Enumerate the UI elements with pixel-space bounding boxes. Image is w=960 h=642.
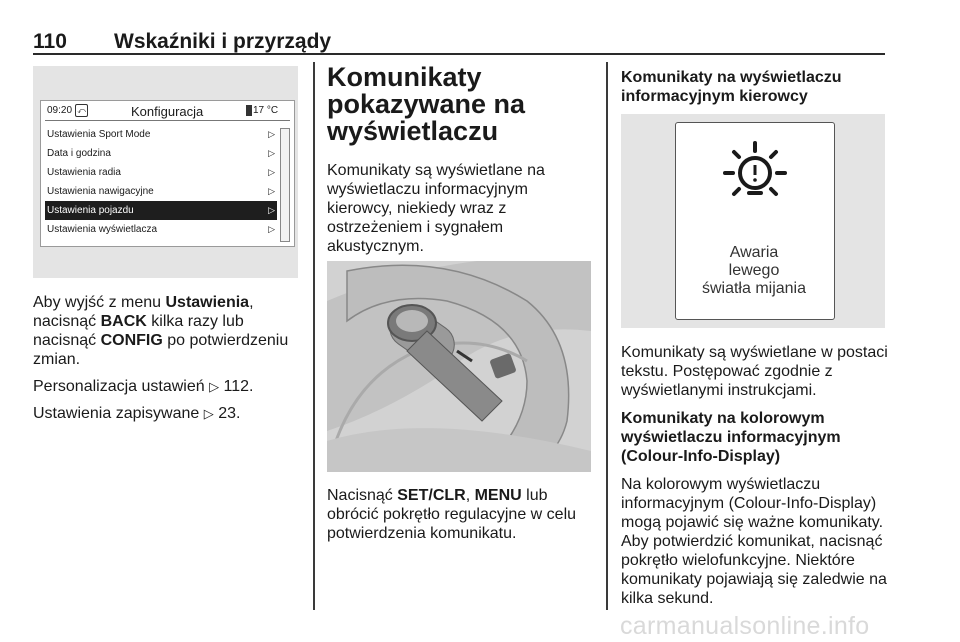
menu-item-selected[interactable]: [45, 201, 277, 220]
reference-arrow-icon: ▷: [209, 379, 220, 394]
menu-item-label: Ustawienia radia: [47, 167, 121, 178]
left-text: [33, 293, 303, 423]
chevron-right-icon: ▷: [268, 205, 275, 215]
screen-title: Konfiguracja: [131, 104, 204, 119]
menu-item-label: Ustawienia wyświetlacza: [47, 224, 158, 235]
header-rule: [33, 53, 885, 55]
screen-divider: [45, 120, 290, 121]
page-number: 110: [33, 30, 67, 53]
text-messages-paragraph: Komunikaty są wyświetlane w postaci tekstu. Postępować zgodnie z wyświetlanymi instrukcjami.: [621, 344, 888, 399]
menu-item[interactable]: [45, 144, 277, 163]
chevron-right-icon: ▷: [268, 224, 275, 234]
lamp-warning-icon: [676, 123, 834, 233]
intro-paragraph: Komunikaty są wyświetlane na wyświetlaczu informacyjnym kierowcy, niekiedy wraz z ostrzeżeniem i sygnałem akustycznym.: [327, 162, 545, 255]
settings-menu: [45, 125, 277, 239]
scrollbar[interactable]: [280, 128, 290, 242]
confirm-paragraph: Nacisnąć SET/CLR, MENU lub obrócić pokrętło regulacyjne w celu potwierdzenia komunikatu.: [327, 487, 577, 542]
return-icon: ⤺: [75, 104, 88, 117]
menu-item-label: Data i godzina: [47, 148, 111, 159]
chevron-right-icon: ▷: [268, 186, 275, 196]
screen-time: 09:20: [47, 105, 73, 116]
steering-stalk-illustration: [327, 261, 591, 472]
personalization-ref: Personalizacja ustawień ▷ 112.: [33, 378, 254, 395]
column-divider: [313, 62, 315, 610]
warning-message: Awaria lewego światła mijania: [701, 244, 807, 297]
chevron-right-icon: ▷: [268, 167, 275, 177]
colour-info-heading: Komunikaty na kolorowym wyświetlaczu informacyjnym (Colour-Info-Display): [621, 410, 841, 465]
colour-info-paragraph: Na kolorowym wyświetlaczu informacyjnym (Colour-Info-Display) mogą pojawić się ważne komunikaty. Aby potwierdzić komunikat, nacisnąć pokrętło wielofunkcyjne. Niektóre komunikaty pojawiają się zaledwie na kilka sekund.: [621, 476, 887, 607]
menu-item[interactable]: [45, 182, 277, 201]
watermark: carmanualsonline.info: [620, 612, 870, 640]
exit-instructions: Aby wyjść z menu Ustawienia, nacisnąć BACK kilka razy lub nacisnąć CONFIG po potwierdzeniu zmian.: [33, 294, 289, 368]
menu-item[interactable]: [45, 220, 277, 239]
saving-ref: Ustawienia zapisywane ▷ 23.: [33, 405, 241, 422]
menu-item-label: Ustawienia pojazdu: [47, 205, 134, 216]
config-screen: [40, 100, 295, 247]
thermometer-icon: [246, 105, 252, 116]
chevron-right-icon: ▷: [268, 129, 275, 139]
menu-item[interactable]: [45, 163, 277, 182]
menu-item[interactable]: [45, 125, 277, 144]
column-divider: [606, 62, 608, 610]
steering-stalk-figure: [327, 261, 591, 472]
chevron-right-icon: ▷: [268, 148, 275, 158]
menu-item-label: Ustawienia Sport Mode: [47, 129, 151, 140]
section-heading: Komunikaty pokazywane na wyświetlaczu: [327, 62, 526, 146]
reference-arrow-icon: ▷: [203, 406, 214, 421]
section-title: Wskaźniki i przyrządy: [114, 30, 332, 53]
driver-info-heading: Komunikaty na wyświetlaczu informacyjnym kierowcy: [621, 69, 842, 105]
menu-item-label: Ustawienia nawigacyjne: [47, 186, 154, 197]
screen-temperature: 17 °C: [253, 105, 279, 116]
